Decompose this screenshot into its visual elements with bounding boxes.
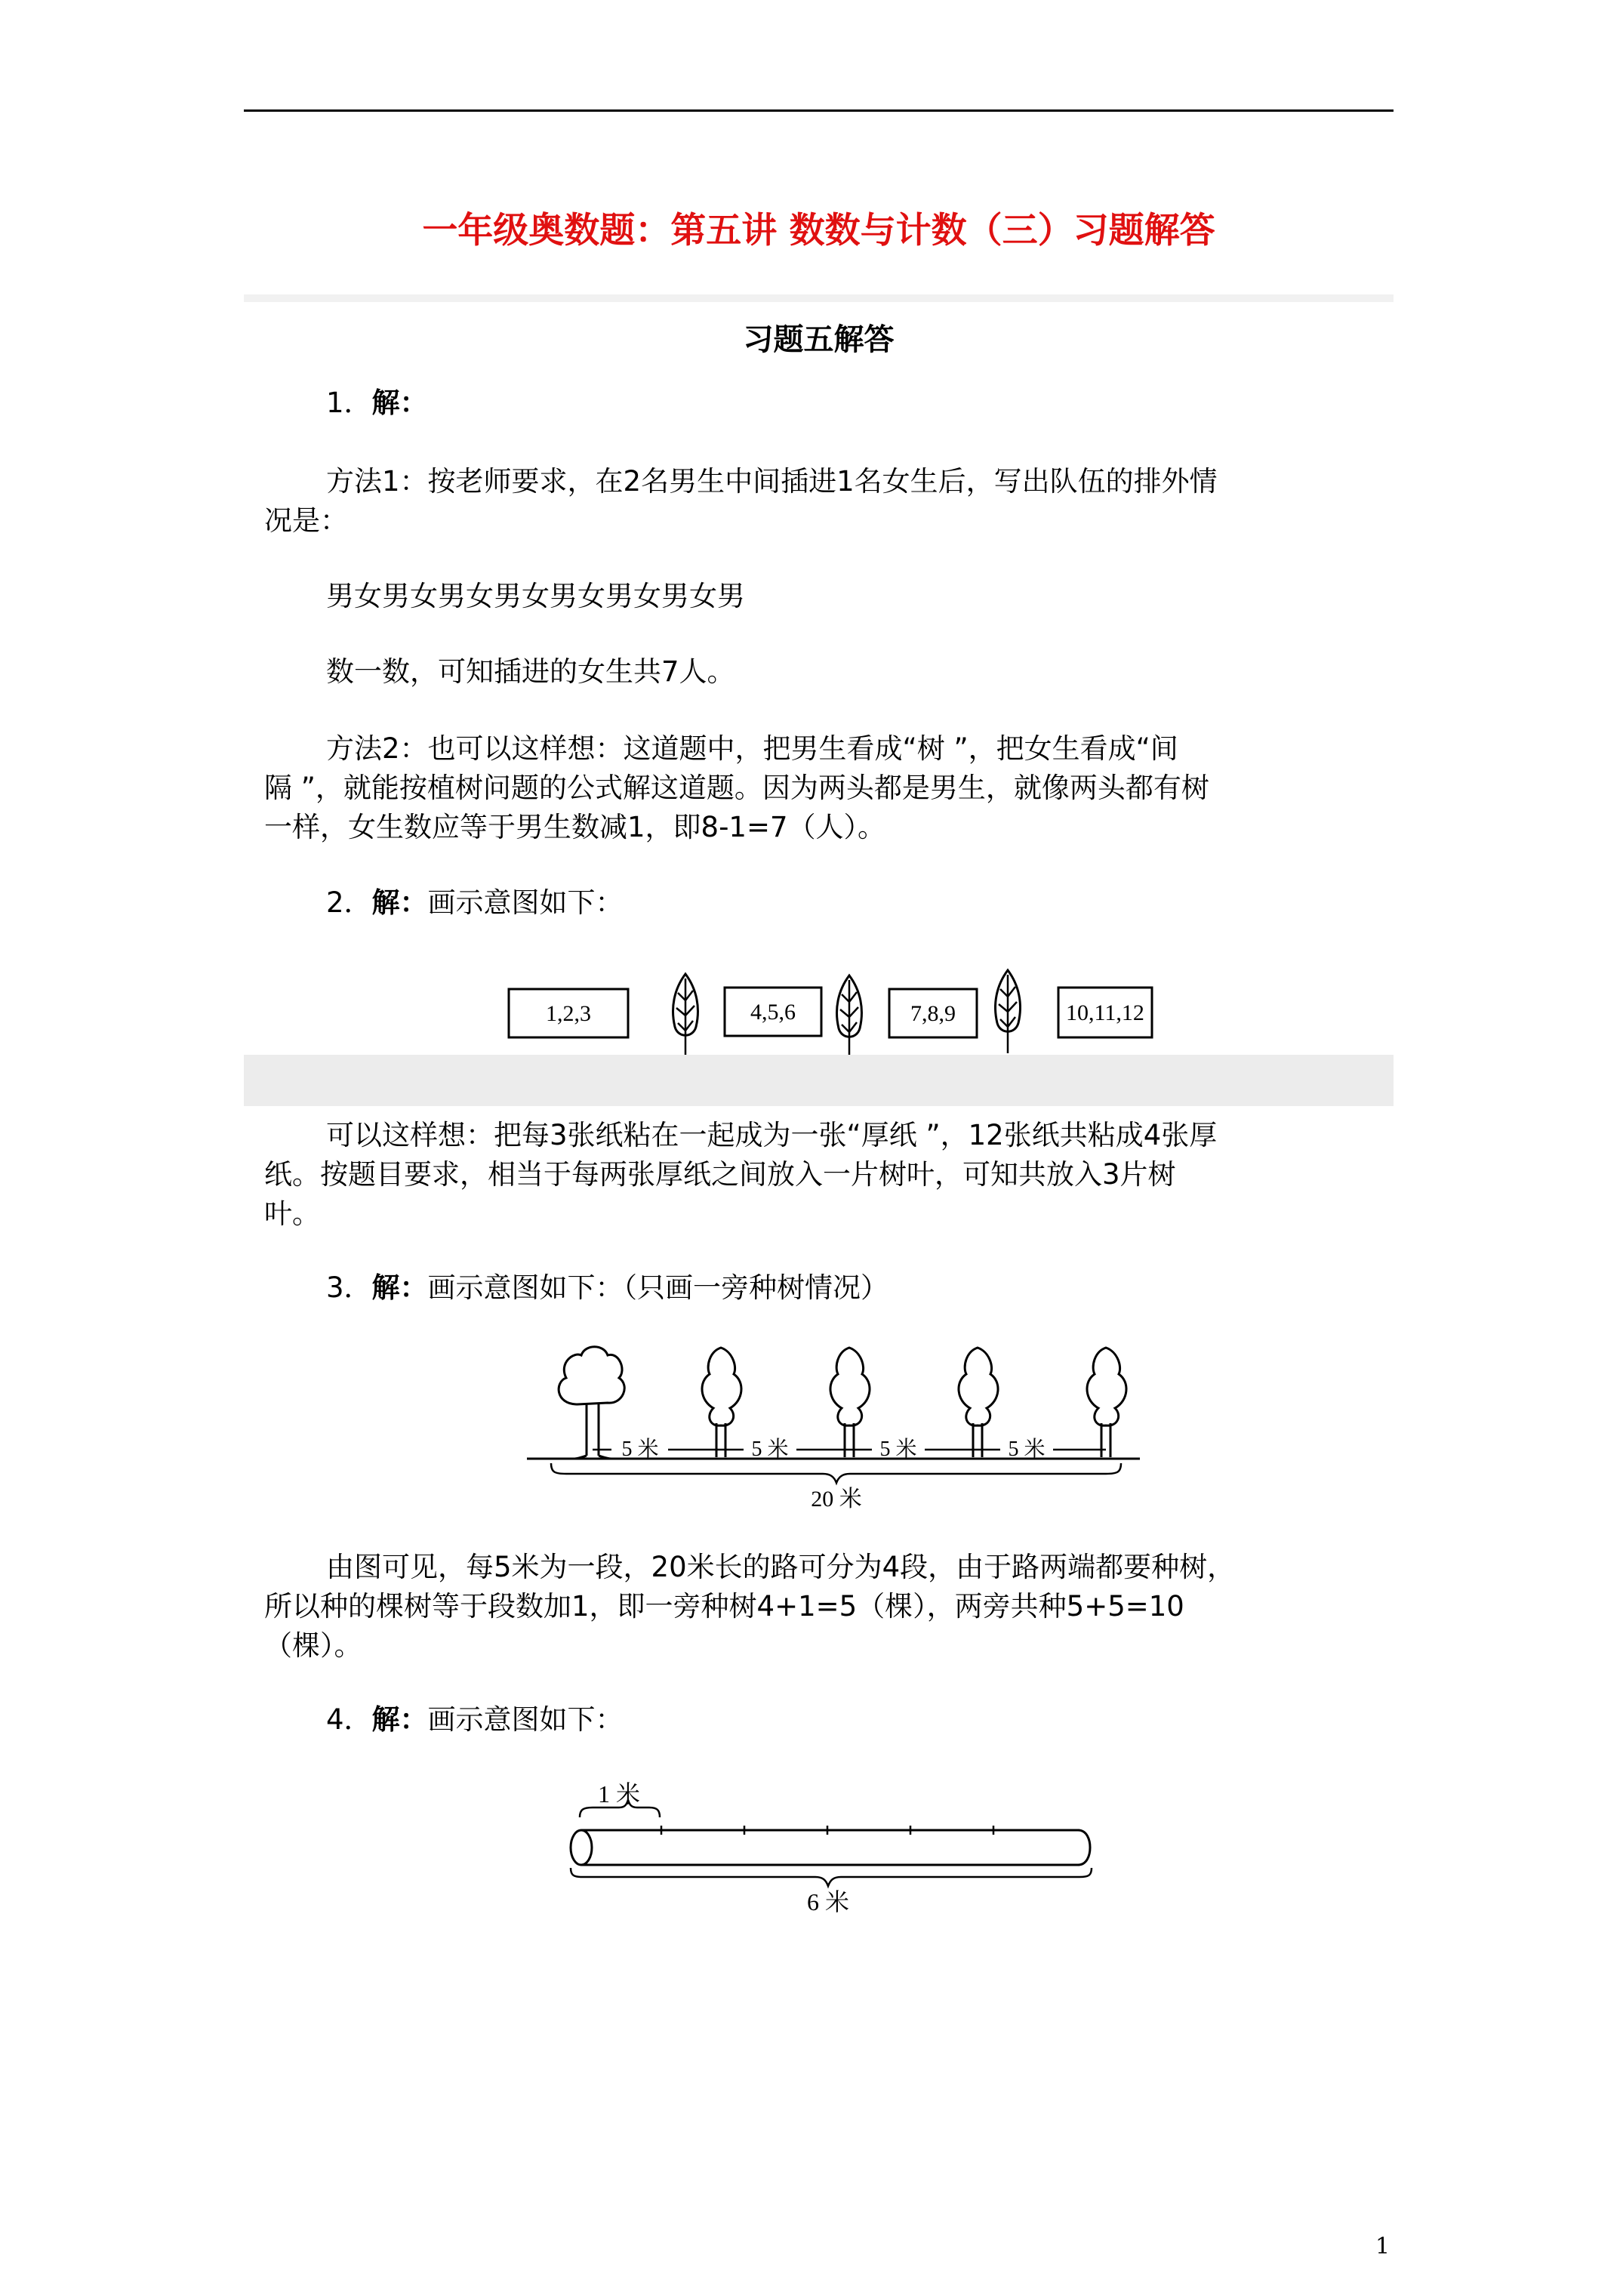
- q3-label-text: 画示意图如下：（只画一旁种树情况）: [427, 1271, 889, 1304]
- q3-diagram: [521, 1344, 1147, 1518]
- q2-explanation-line1: 可以这样想：把每3张纸粘在一起成为一张“厚纸 ”，12张纸共粘成4张厚: [326, 1119, 1218, 1151]
- q4-label: [326, 1700, 624, 1740]
- svg-text:7,8,9: 7,8,9: [910, 1001, 956, 1026]
- tree-icon: [959, 1348, 998, 1457]
- tree-icon: [830, 1348, 870, 1457]
- q4-label-text: 画示意图如下：: [427, 1703, 624, 1736]
- q1-count-line: 数一数，可知插进的女生共7人。: [326, 655, 735, 688]
- q2-explanation-line2: 纸。按题目要求，相当于每两张厚纸之间放入一片树叶，可知共放入3片树: [264, 1158, 1176, 1191]
- panel-divider-band: [244, 1055, 1394, 1106]
- q3-explanation-line1: 由图可见，每5米为一段，20米长的路可分为4段，由于路两端都要种树，: [326, 1551, 1236, 1583]
- paper-box-1: [509, 989, 628, 1037]
- q2-explanation-line3: 叶。: [264, 1197, 320, 1230]
- q1-method1-line2: 况是：: [264, 504, 348, 537]
- total-brace: [571, 1868, 1092, 1886]
- q1-method1-line1: 方法1：按老师要求，在2名男生中间插进1名女生后，写出队伍的排外情: [326, 465, 1218, 498]
- q4-solution-mark: 解：: [371, 1703, 428, 1736]
- q3-solution-mark: 解：: [371, 1271, 428, 1304]
- total-length-label: 20 米: [811, 1487, 862, 1512]
- q2-label-text: 画示意图如下：: [427, 886, 624, 919]
- total-length-label: 6 米: [806, 1888, 850, 1915]
- unit-length-label: 1 米: [597, 1780, 641, 1808]
- document-title: 一年级奥数题：第五讲 数数与计数（三）习题解答: [422, 210, 1215, 251]
- q2-solution-mark: 解：: [371, 886, 428, 919]
- paper-box-4: [1058, 988, 1152, 1037]
- paper-box-2: [725, 988, 821, 1036]
- segment-label-3: 5 米: [879, 1438, 917, 1461]
- segment-label-1: 5 米: [621, 1438, 659, 1461]
- q3-number: 3．: [326, 1271, 372, 1304]
- q3-label: [326, 1268, 888, 1308]
- segment-label-2: 5 米: [751, 1438, 789, 1461]
- q4-diagram: [559, 1776, 1102, 1919]
- svg-text:4,5,6: 4,5,6: [750, 1000, 796, 1025]
- q1-solution-mark: 解：: [371, 387, 428, 419]
- q1-method2-line1: 方法2：也可以这样想：这道题中，把男生看成“树 ”，把女生看成“间: [326, 732, 1178, 765]
- q2-diagram: [483, 963, 1178, 1061]
- tree-icon: [1087, 1348, 1126, 1457]
- q2-label: [326, 883, 624, 923]
- segment-label-4: 5 米: [1008, 1438, 1046, 1461]
- section-heading: 习题五解答: [743, 322, 895, 357]
- q1-number: 1．: [326, 387, 372, 419]
- header-rule: [244, 109, 1394, 112]
- q3-explanation-line3: （棵）。: [264, 1629, 362, 1662]
- q4-number: 4．: [326, 1703, 372, 1736]
- tree-icon: [702, 1348, 741, 1457]
- svg-text:10,11,12: 10,11,12: [1066, 1000, 1144, 1025]
- q3-explanation-line2: 所以种的棵树等于段数加1，即一旁种树4+1=5（棵），两旁共种5+5=10: [264, 1590, 1184, 1623]
- leaf-icon: [673, 974, 698, 1057]
- leaf-icon: [996, 970, 1021, 1053]
- q1-method2-line3: 一样，女生数应等于男生数减1，即8-1=7（人）。: [264, 811, 886, 843]
- q1-sequence: 男女男女男女男女男女男女男女男: [326, 580, 745, 612]
- rope-log: [571, 1830, 1090, 1865]
- page-number: 1: [1375, 2233, 1390, 2260]
- tree-icon: [559, 1347, 624, 1459]
- paper-box-3: [889, 989, 977, 1037]
- q1-label: [326, 384, 428, 423]
- q2-number: 2．: [326, 886, 372, 919]
- total-brace: [551, 1463, 1121, 1483]
- svg-text:1,2,3: 1,2,3: [546, 1001, 591, 1026]
- panel-top-band: [244, 294, 1394, 302]
- q1-method2-line2: 隔 ”，就能按植树问题的公式解这道题。因为两头都是男生，就像两头都有树: [264, 772, 1209, 804]
- leaf-icon: [837, 975, 862, 1059]
